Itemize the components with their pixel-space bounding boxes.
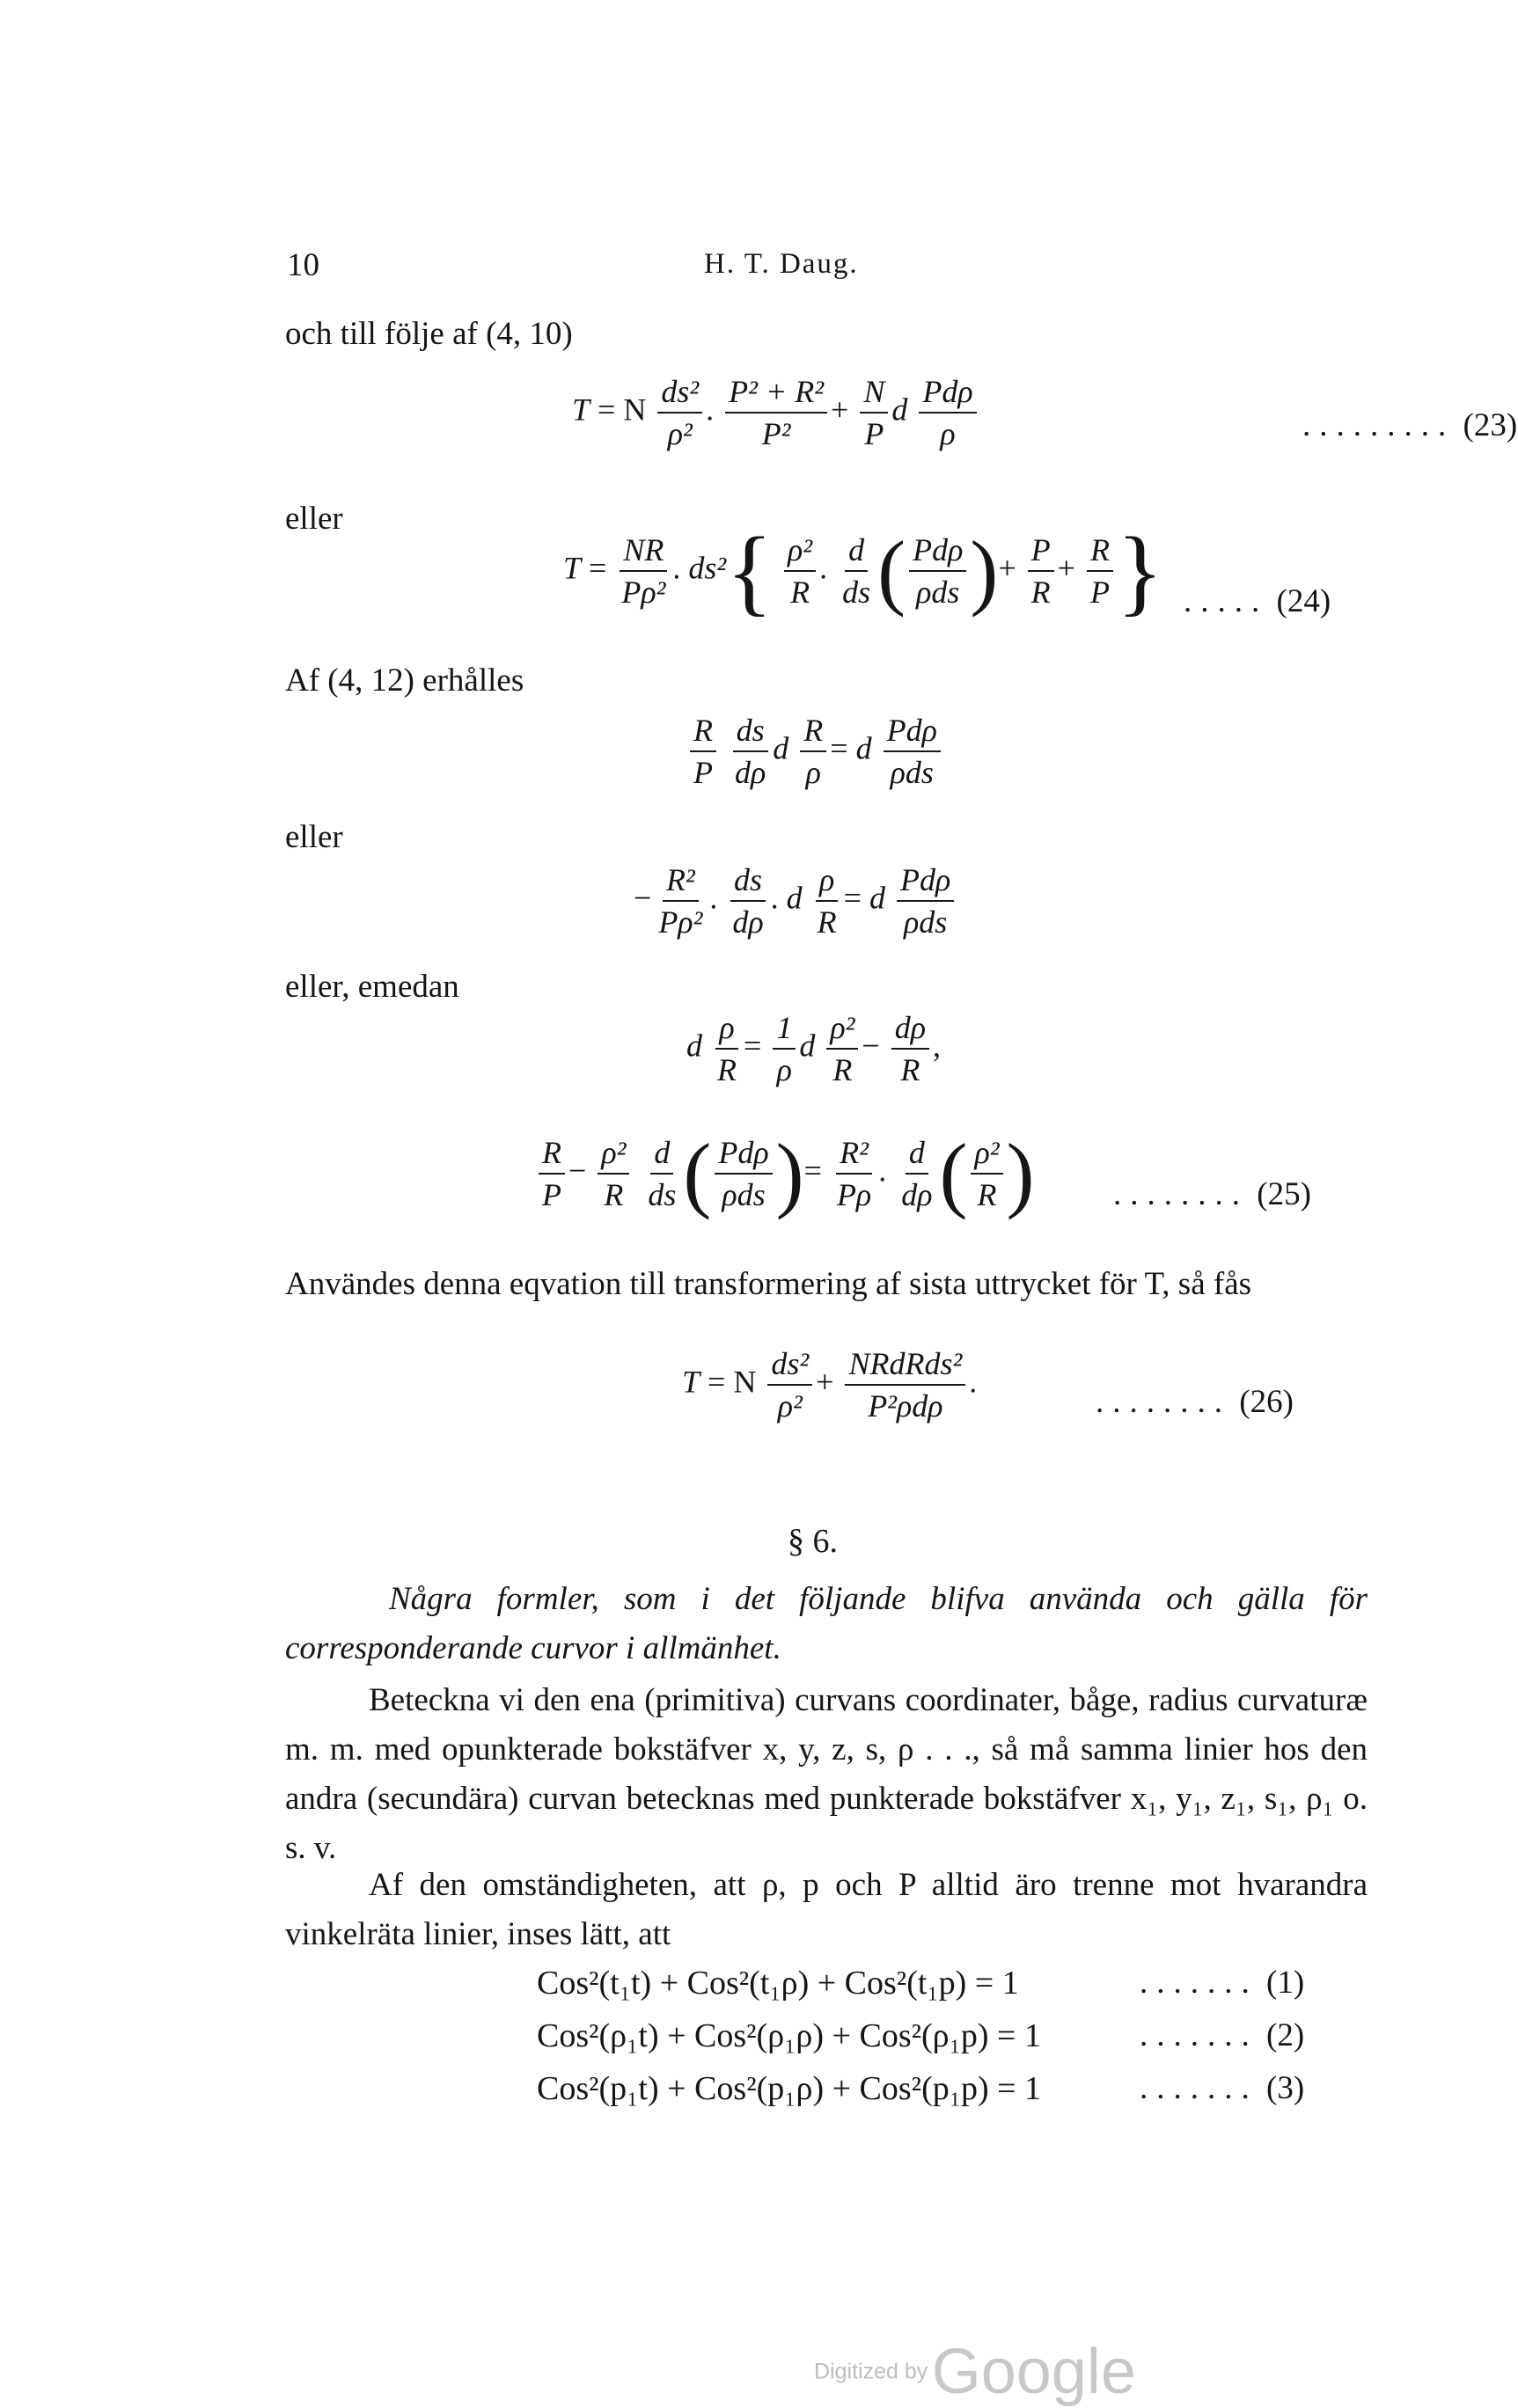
eller-emedan: eller, emedan: [285, 969, 459, 1005]
eq-label-24: (24): [1276, 583, 1331, 619]
watermark-google-text: Google: [931, 2337, 1136, 2407]
equation-23: T = N $\frac{\text{ds²}}{\text{ρ²}}$ . $\frac{\text{P² + R²}}{\text{P²}}$ + $\frac{N}{P}$ d Pdρ ρ: [572, 374, 980, 451]
equation-26: T = N $\frac{\text{ds²}}{\text{ρ²}}$ + NRdRds² P²ρdρ .: [682, 1346, 978, 1424]
paragraph-anvandes: Användes denna eqvation till transformering af sista uttrycket för T, så fås: [285, 1266, 1252, 1302]
page-number: 10: [287, 247, 319, 283]
cos-label-3: (3): [1266, 2070, 1305, 2106]
cos-label-2: (2): [1266, 2017, 1305, 2053]
eq-label-25: (25): [1257, 1176, 1311, 1212]
equation-af-4-12: $\frac{R}{P}$ $\frac{ds}{d\rho}$ d $\frac{R}{\rho}$ = d Pdρ ρds: [686, 713, 944, 790]
section-number: § 6.: [788, 1523, 838, 1560]
equation-emedan: d $\frac{\rho}{R}$ = $\frac{1}{\rho}$ d $\frac{\text{ρ²}}{R}$ − $\frac{d\rho}{R}$ ,: [686, 1010, 941, 1087]
cos-label-1: (1): [1266, 1965, 1305, 2001]
running-title: H. T. Daug.: [704, 248, 859, 280]
eq-label-23: (23): [1463, 407, 1518, 443]
paragraph-af-den: Af den omständigheten, att ρ, p och P alltid äro trenne mot hvarandra vinkelräta linier, inses lätt, att: [285, 1867, 1368, 1952]
paragraph-beteckna: Beteckna vi den ena (primitiva) curvans coordinater, båge, radius curvaturæ m. m. med opunkterade bokstäfver x, y, z, s, ρ . . ., så må samma linier hos den andra (secundära) curvan betecknas med punkterade bokstäfver x₁, y₁, z₁, s₁, ρ₁ o. s. v.: [285, 1682, 1368, 1866]
cos-equation-2: Cos²(ρ₁t) + Cos²(ρ₁ρ) + Cos²(ρ₁p) = 1: [537, 2017, 1041, 2054]
cos-equation-1: Cos²(t₁t) + Cos²(t₁ρ) + Cos²(t₁p) = 1: [537, 1965, 1019, 2002]
digitized-by-google-watermark: [814, 2336, 1136, 2408]
word-eller-1: eller: [285, 501, 343, 537]
watermark-small-text: Digitized by: [814, 2359, 928, 2384]
word-eller-2: eller: [285, 819, 343, 855]
equation-25: $\frac{R}{P}$ − $\frac{\text{ρ²}}{R}$ $\frac{d}{ds}$ ( Pdρ ρds )= $\frac{\text{R²}}{P\rho}$ . $\frac{d}{d\rho}$ ( $\frac{\text{ρ²}}{R}$ ): [535, 1135, 1035, 1212]
equation-24: T = $\frac{NR}{\text{Pρ²}}$ . ds²{ $\frac{\text{ρ²}}{R}$ . $\frac{d}{ds}$ ( Pdρ ρds )+ $\frac{P}{R}$ + $\frac{R}{P}$ }: [563, 517, 1163, 625]
cos-equation-3: Cos²(p₁t) + Cos²(p₁ρ) + Cos²(p₁p) = 1: [537, 2070, 1042, 2107]
equation-eller: − $\frac{\text{R²}}{\text{Pρ²}}$ . $\frac{ds}{d\rho}$ . d $\frac{\rho}{R}$ = d Pdρ ρds: [634, 862, 957, 940]
eq-label-26: (26): [1239, 1384, 1294, 1420]
af-4-12-erhalles: Af (4, 12) erhålles: [285, 662, 524, 699]
section-title: Några formler, som i det följande blifva använda och gälla för corresponderande curvor i allmänhet.: [285, 1581, 1368, 1666]
intro-line: och till följe af (4, 10): [285, 316, 573, 352]
